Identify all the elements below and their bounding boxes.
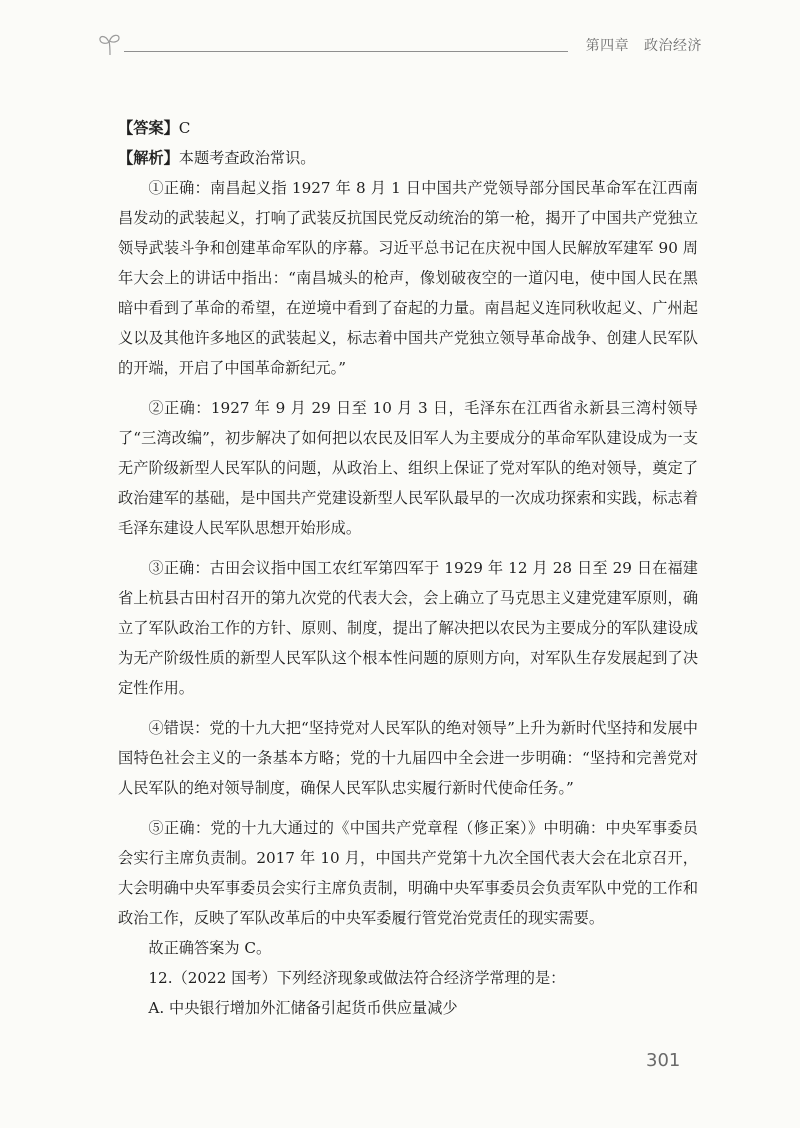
page-number: 301 [646, 1050, 681, 1071]
question-option-a: A. 中央银行增加外汇储备引起货币供应量减少 [148, 999, 458, 1017]
analysis-item-5: ⑤正确：党的十九大通过的《中国共产党章程（修正案）》中明确：中央军事委员会实行主席负责制。2017 年 10 月，中国共产党第十九次全国代表大会在北京召开，大会明确中央军事委员会实行主席负责制，明确中央军事委员会负责军队中党的工作和政治工作，反映了军队改革后的中央军委履行管党治党责任的现实需要。 [118, 819, 698, 927]
analysis-item-3: ③正确：古田会议指中国工农红军第四军于 1929 年 12 月 28 日至 29 日在福建省上杭县古田村召开的第九次党的代表大会，会上确立了马克思主义建党建军原则，确立了军队政治工作的方针、原则、制度，提出了解决把以农民为主要成分的军队建设成为无产阶级性质的新型人民军队这个根本性问题的原则方向，对军队生存发展起到了决定性作用。 [118, 559, 698, 697]
page-header [96, 28, 702, 62]
chapter-number: 第四章 [585, 38, 630, 54]
analysis-item-2: ②正确：1927 年 9 月 29 日至 10 月 3 日，毛泽东在江西省永新县三湾村领导了“三湾改编”，初步解决了如何把以农民及旧军人为主要成分的革命军队建设成为一支无产阶级新型人民军队的问题，从政治上、组织上保证了党对军队的绝对领导，奠定了政治建军的基础，是中国共产党建设新型人民军队最早的一次成功探索和实践，标志着毛泽东建设人民军队思想开始形成。 [118, 399, 698, 537]
analysis-item-4: ④错误：党的十九大把“坚持党对人民军队的绝对领导”上升为新时代坚持和发展中国特色社会主义的一条基本方略；党的十九届四中全会进一步明确：“坚持和完善党对人民军队的绝对领导制度，确保人民军队忠实履行新时代使命任务。” [118, 719, 698, 797]
sprout-icon [96, 30, 124, 58]
analysis-line [118, 143, 698, 173]
answer-value: C [178, 119, 191, 137]
analysis-intro: 本题考查政治常识。 [178, 149, 316, 167]
analysis-item-1: ①正确：南昌起义指 1927 年 8 月 1 日中国共产党领导部分国民革命军在江西南昌发动的武装起义，打响了武装反抗国民党反动统治的第一枪，揭开了中国共产党独立领导武装斗争和创建革命军队的序幕。习近平总书记在庆祝中国人民解放军建军 90 周年大会上的讲话中指出：“南昌城头的枪声，像划破夜空的一道闪电，使中国人民在黑暗中看到了革命的希望，在逆境中看到了奋起的力量。南昌起义连同秋收起义、广州起义以及其他许多地区的武装起义，标志着中国共产党独立领导革命战争、创建人民军队的开端，开启了中国革命新纪元。” [118, 179, 698, 377]
answer-line [118, 113, 698, 143]
answer-label: 【答案】 [118, 119, 179, 137]
question-stem: 12.（2022 国考）下列经济现象或做法符合经济学常理的是： [148, 969, 566, 987]
analysis-label: 【解析】 [118, 149, 179, 167]
chapter-section: 政治经济 [644, 38, 702, 54]
page-content [118, 113, 698, 1023]
chapter-title [586, 35, 702, 55]
header-rule [124, 51, 568, 52]
conclusion: 故正确答案为 C。 [148, 939, 272, 957]
